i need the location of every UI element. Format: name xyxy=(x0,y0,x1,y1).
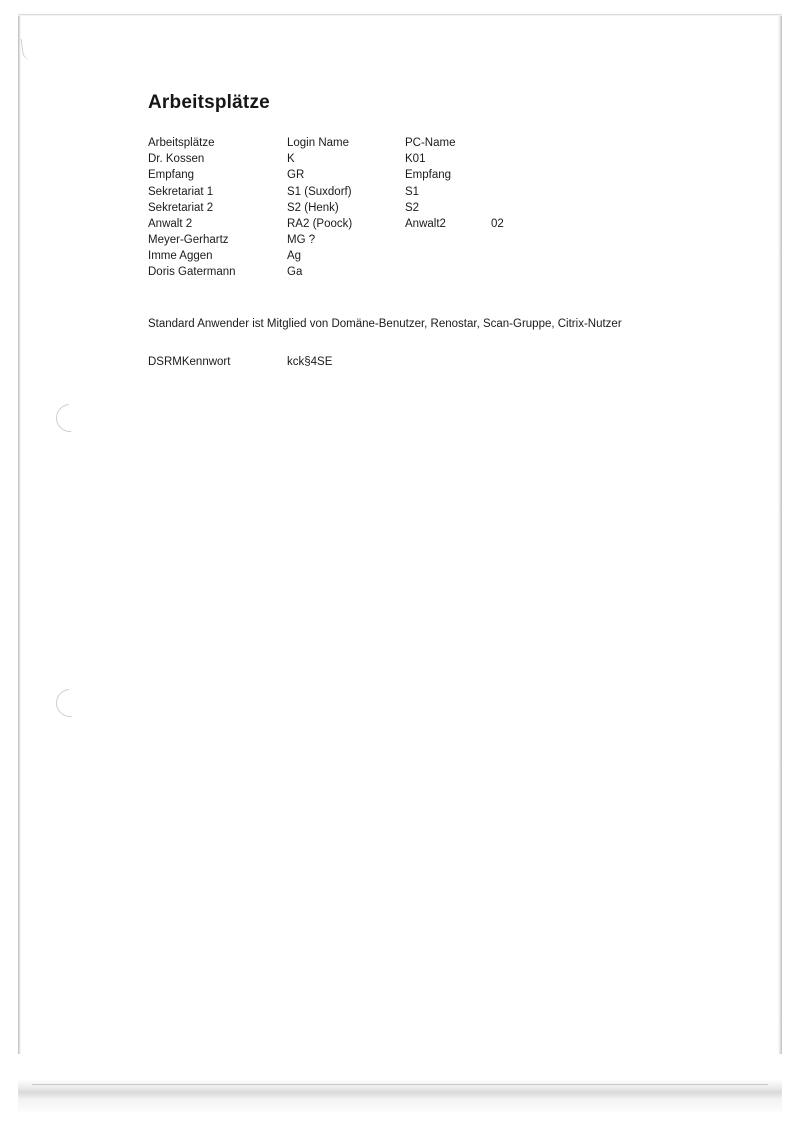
cell-login-name: K xyxy=(287,153,295,166)
credential-row xyxy=(148,356,708,368)
table-row xyxy=(148,233,551,249)
document-body xyxy=(148,92,708,368)
note-text: Standard Anwender ist Mitglied von Domäne-Benutzer, Renostar, Scan-Gruppe, Citrix-Nutzer xyxy=(148,317,622,330)
cell-workstation: Meyer-Gerhartz xyxy=(148,234,229,247)
cell-workstation: Dr. Kossen xyxy=(148,153,205,166)
cell-pc-name: Empfang xyxy=(405,169,452,182)
page-title: Arbeitsplätze xyxy=(148,92,270,113)
cell-workstation: Sekretariat 2 xyxy=(148,201,214,214)
cell-login-name: MG ? xyxy=(287,234,316,247)
cell-workstation: Empfang xyxy=(148,169,195,182)
scanned-page xyxy=(18,14,782,1114)
page-right-edge-shadow xyxy=(778,14,782,1114)
cell-login-name: GR xyxy=(287,169,305,182)
column-header-login-name: Login Name xyxy=(287,137,350,149)
table-row xyxy=(148,249,551,265)
cell-workstation: Sekretariat 1 xyxy=(148,185,214,198)
cell-pc-name xyxy=(405,265,491,281)
cell-pc-name xyxy=(405,233,491,249)
table-row xyxy=(148,152,551,168)
table-row xyxy=(148,265,551,281)
page-bottom-fold-line xyxy=(32,1084,768,1085)
punch-hole-icon xyxy=(50,398,89,437)
cell-login-name: RA2 (Poock) xyxy=(287,217,353,230)
cell-extra xyxy=(491,233,551,249)
cell-extra xyxy=(491,249,551,265)
page-corner-mark xyxy=(21,37,35,60)
punch-hole-icon xyxy=(50,683,89,722)
cell-login-name: S1 (Suxdorf) xyxy=(287,185,352,198)
workstations-table xyxy=(148,136,551,282)
cell-pc-name: S1 xyxy=(405,185,420,198)
group-membership-note xyxy=(148,316,708,332)
credential-value: kck§4SE xyxy=(287,355,333,368)
table-header-row xyxy=(148,136,551,152)
table-row xyxy=(148,185,551,201)
cell-extra xyxy=(491,185,551,201)
column-header-pc-name: PC-Name xyxy=(405,137,456,149)
cell-login-name: Ag xyxy=(287,250,302,263)
page-left-edge-shadow xyxy=(18,14,21,1114)
page-top-edge-shadow xyxy=(18,14,782,16)
cell-pc-name: S2 xyxy=(405,201,420,214)
credential-label: DSRMKennwort xyxy=(148,355,231,368)
cell-extra xyxy=(491,168,551,184)
cell-extra xyxy=(491,201,551,217)
cell-workstation: Anwalt 2 xyxy=(148,217,193,230)
table-row xyxy=(148,168,551,184)
cell-extra xyxy=(491,265,551,281)
cell-pc-name: K01 xyxy=(405,153,426,166)
cell-extra xyxy=(491,152,551,168)
column-header-extra xyxy=(491,136,551,152)
cell-workstation: Doris Gatermann xyxy=(148,266,236,279)
cell-login-name: Ga xyxy=(287,266,303,279)
cell-login-name: S2 (Henk) xyxy=(287,201,339,214)
table-row xyxy=(148,201,551,217)
credentials-block xyxy=(148,356,708,368)
column-header-workstation: Arbeitsplätze xyxy=(148,137,215,149)
cell-pc-name xyxy=(405,249,491,265)
cell-pc-name: Anwalt2 xyxy=(405,217,446,230)
cell-extra: 02 xyxy=(491,217,504,230)
table-row xyxy=(148,217,551,233)
cell-workstation: Imme Aggen xyxy=(148,250,213,263)
